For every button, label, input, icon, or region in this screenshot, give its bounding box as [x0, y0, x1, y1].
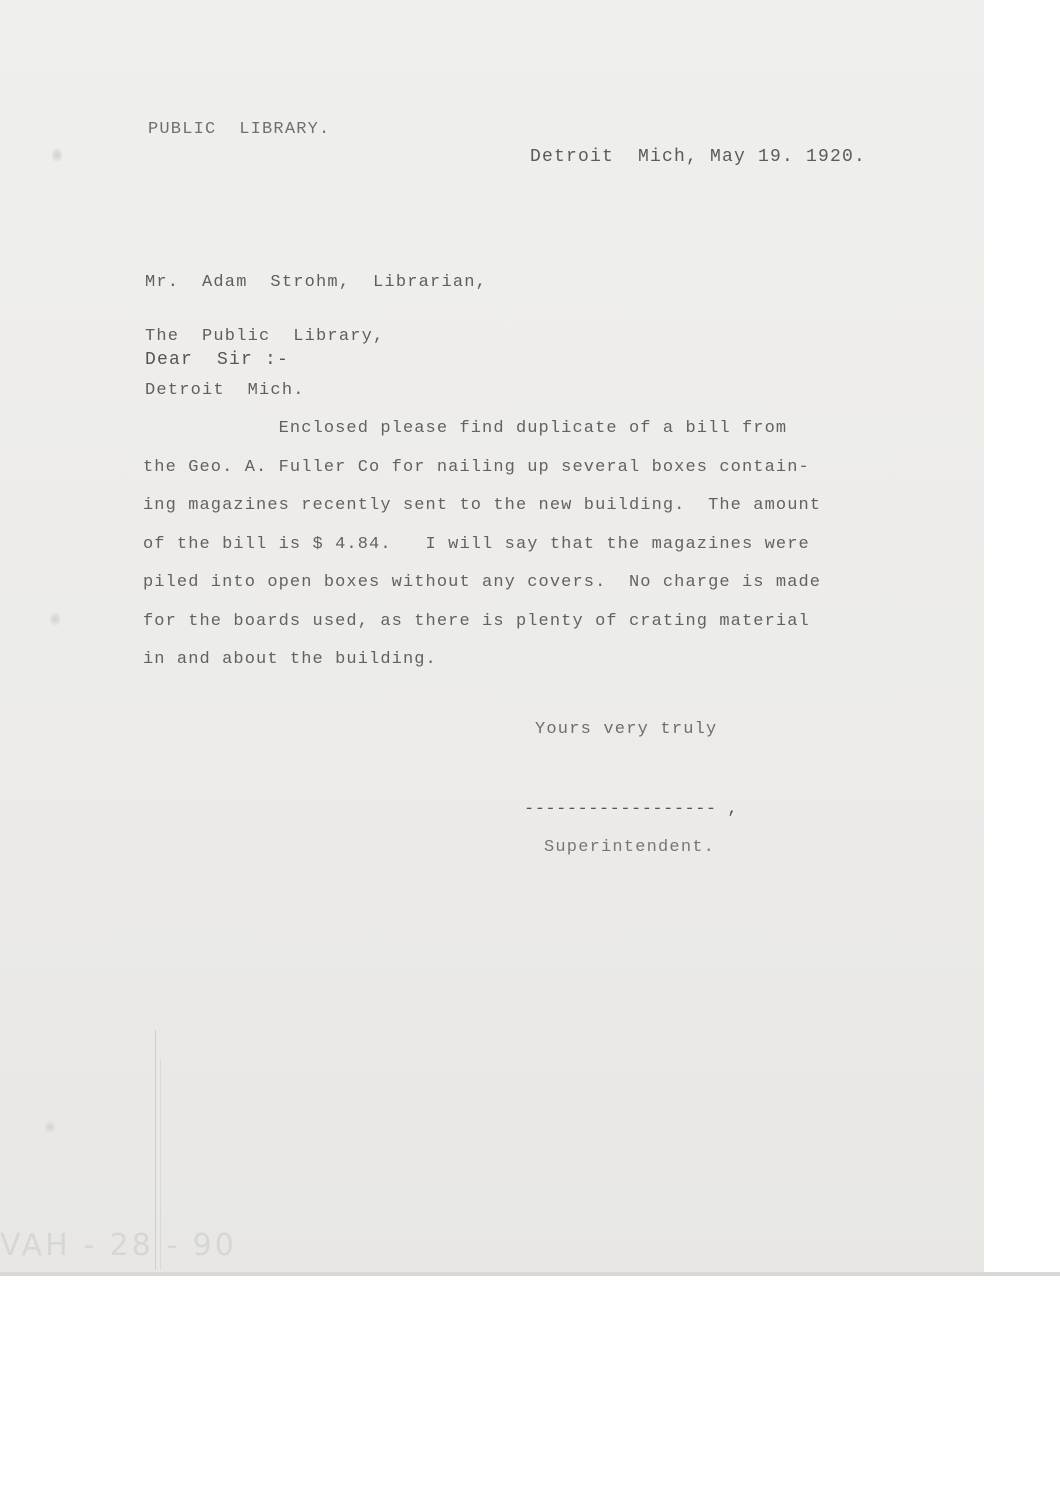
body-line: ing magazines recently sent to the new building. The amount	[143, 496, 822, 515]
address-line: Mr. Adam Strohm, Librarian,	[145, 273, 488, 292]
complimentary-close: Yours very truly	[535, 720, 718, 739]
signature-title: Superintendent.	[544, 838, 716, 857]
salutation: Dear Sir :-	[145, 350, 290, 370]
recipient-address	[145, 238, 487, 436]
body-line: for the boards used, as there is plenty of crating material	[143, 611, 810, 631]
scan-background	[0, 1272, 1060, 1490]
punch-hole-middle	[50, 612, 60, 626]
signature-line: ------------------ ,	[524, 800, 739, 819]
address-line: Detroit Mich.	[145, 381, 305, 400]
letterhead-text: PUBLIC LIBRARY.	[148, 120, 331, 139]
body-line: in and about the building.	[143, 650, 437, 669]
body-line: piled into open boxes without any covers. No charge is made	[143, 573, 822, 592]
scan-margin	[984, 0, 1060, 1272]
punch-hole-bottom	[45, 1120, 55, 1134]
letter-date: Detroit Mich, May 19. 1920.	[530, 147, 867, 167]
address-line: The Public Library,	[145, 327, 385, 346]
letter-body	[143, 410, 843, 680]
body-line: of the bill is $ 4.84. I will say that the magazines were	[143, 534, 810, 554]
faded-stamp: VAH - 28 - 90	[0, 1228, 237, 1263]
page-edge-shadow	[0, 1272, 1060, 1276]
body-line: the Geo. A. Fuller Co for nailing up several boxes contain-	[143, 457, 810, 477]
punch-hole-top	[52, 148, 62, 162]
body-line: Enclosed please find duplicate of a bill from	[143, 419, 788, 438]
